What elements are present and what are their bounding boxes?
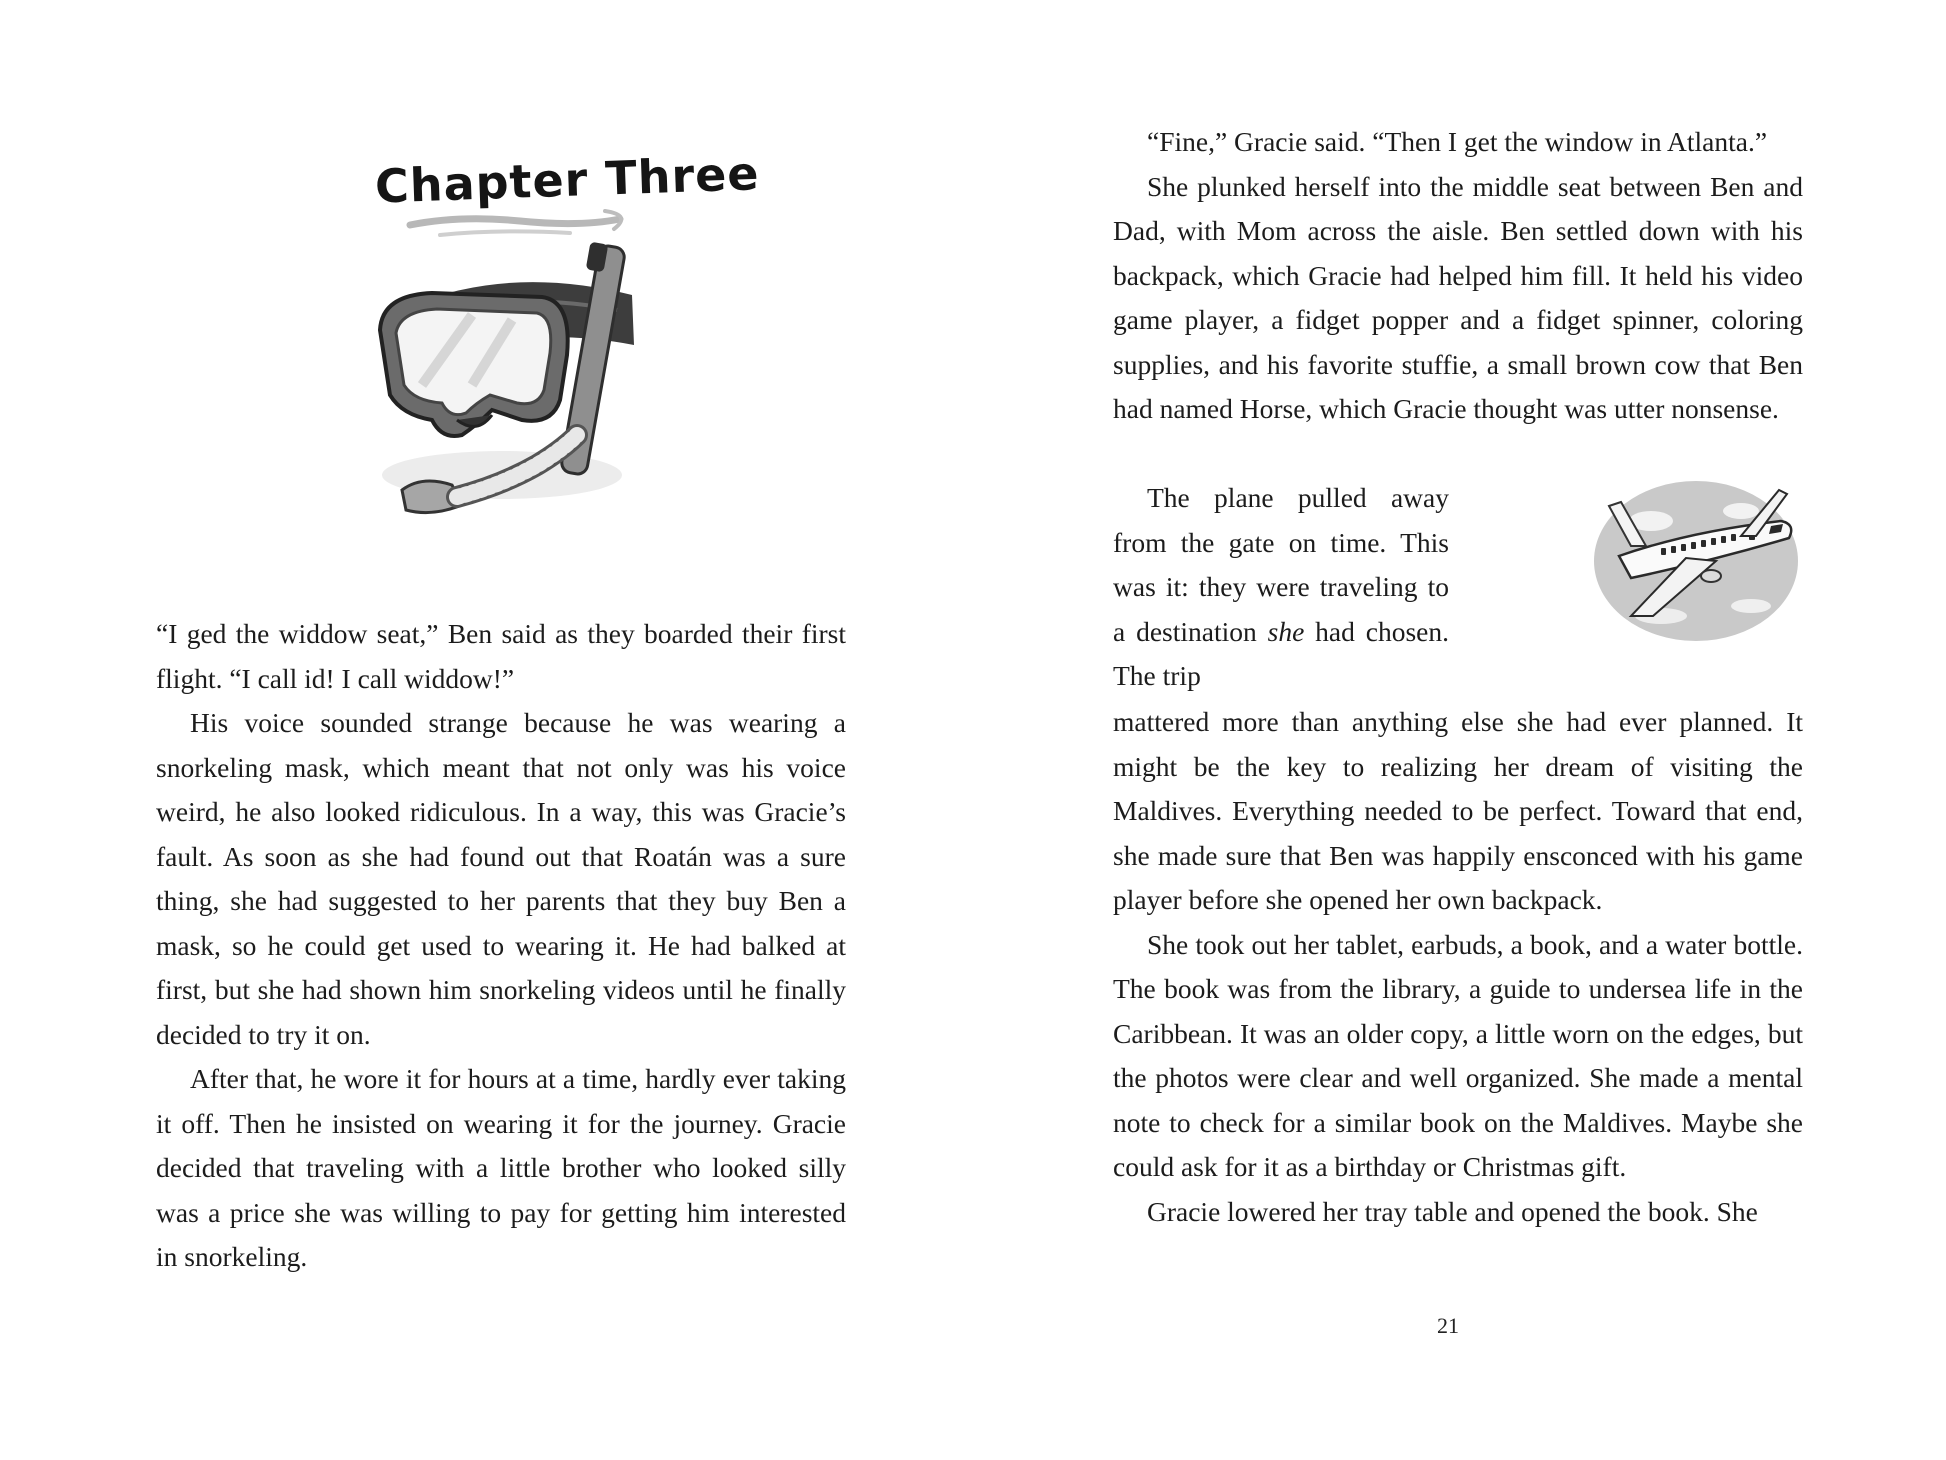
paragraph: Gracie lowered her tray table and opened the book. She: [1147, 1195, 1758, 1227]
paragraph: His voice sounded strange because he was wearing a snorkeling mask, which meant that not only was his voice weird, he also looked ridiculous. In a way, this was Gracie’s fault. As soon as she had found out that Roatán was a sure thing, she had suggested to her parents that they buy Ben a mask, so he could get used to wearing it. He had balked at first, but she had shown him snorkeling videos until he finally decided to try it on.: [156, 707, 846, 1050]
paragraph-continuation: mattered more than anything else she had ever planned. It might be the key to realizing her dream of visiting the Maldives. Everything needed to be perfect. Toward that end, she made sure that Ben was happily ensconced with his game player before she opened her own backpack.: [1113, 706, 1803, 915]
chapter-title: Chapter Three: [374, 146, 761, 214]
left-page-body: [156, 612, 846, 1280]
text-wrap-block: [1113, 476, 1803, 700]
page-number: 21: [1437, 1313, 1459, 1338]
paragraph: “Fine,” Gracie said. “Then I get the window in Atlanta.”: [1147, 126, 1768, 157]
paragraph: She plunked herself into the middle seat between Ben and Dad, with Mom across the aisle. Ben settled down with his backpack, which Gracie had helped him fill. It held his video game player, a fidget popper and a fidget spinner, coloring supplies, and his favorite stuffie, a small brown cow that Ben had named Horse, which Gracie thought was utter nonsense.: [1113, 170, 1803, 424]
paragraph: She took out her tablet, earbuds, a book, and a water bottle. The book was from the library, a guide to undersea life in the Caribbean. It was an older copy, a little worn on the edges, but the photos were clear and well organized. She made a mental note to check for a similar book on the Maldives. Maybe she could ask for it as a birthday or Christmas gift.: [1113, 928, 1803, 1182]
right-page-body-top: [1113, 120, 1803, 432]
paragraph: The plane pulled away from the gate on time. This was it: they were traveling to a destination she had chosen. The trip: [1113, 482, 1449, 691]
snorkel-mask-icon: [362, 235, 662, 555]
paragraph: “I ged the widdow seat,” Ben said as they boarded their first flight. “I call id! I call widdow!”: [156, 618, 846, 694]
emphasis-text: she: [1267, 615, 1305, 647]
airplane-icon: [1591, 466, 1801, 646]
paragraph: After that, he wore it for hours at a time, hardly ever taking it off. Then he insisted on wearing it for the journey. Gracie decided that traveling with a little brother who looked silly was a price she was willing to pay for getting him interested in snorkeling.: [156, 1063, 846, 1272]
right-page-body-bottom: [1113, 700, 1803, 1234]
right-page: [973, 0, 1946, 1460]
